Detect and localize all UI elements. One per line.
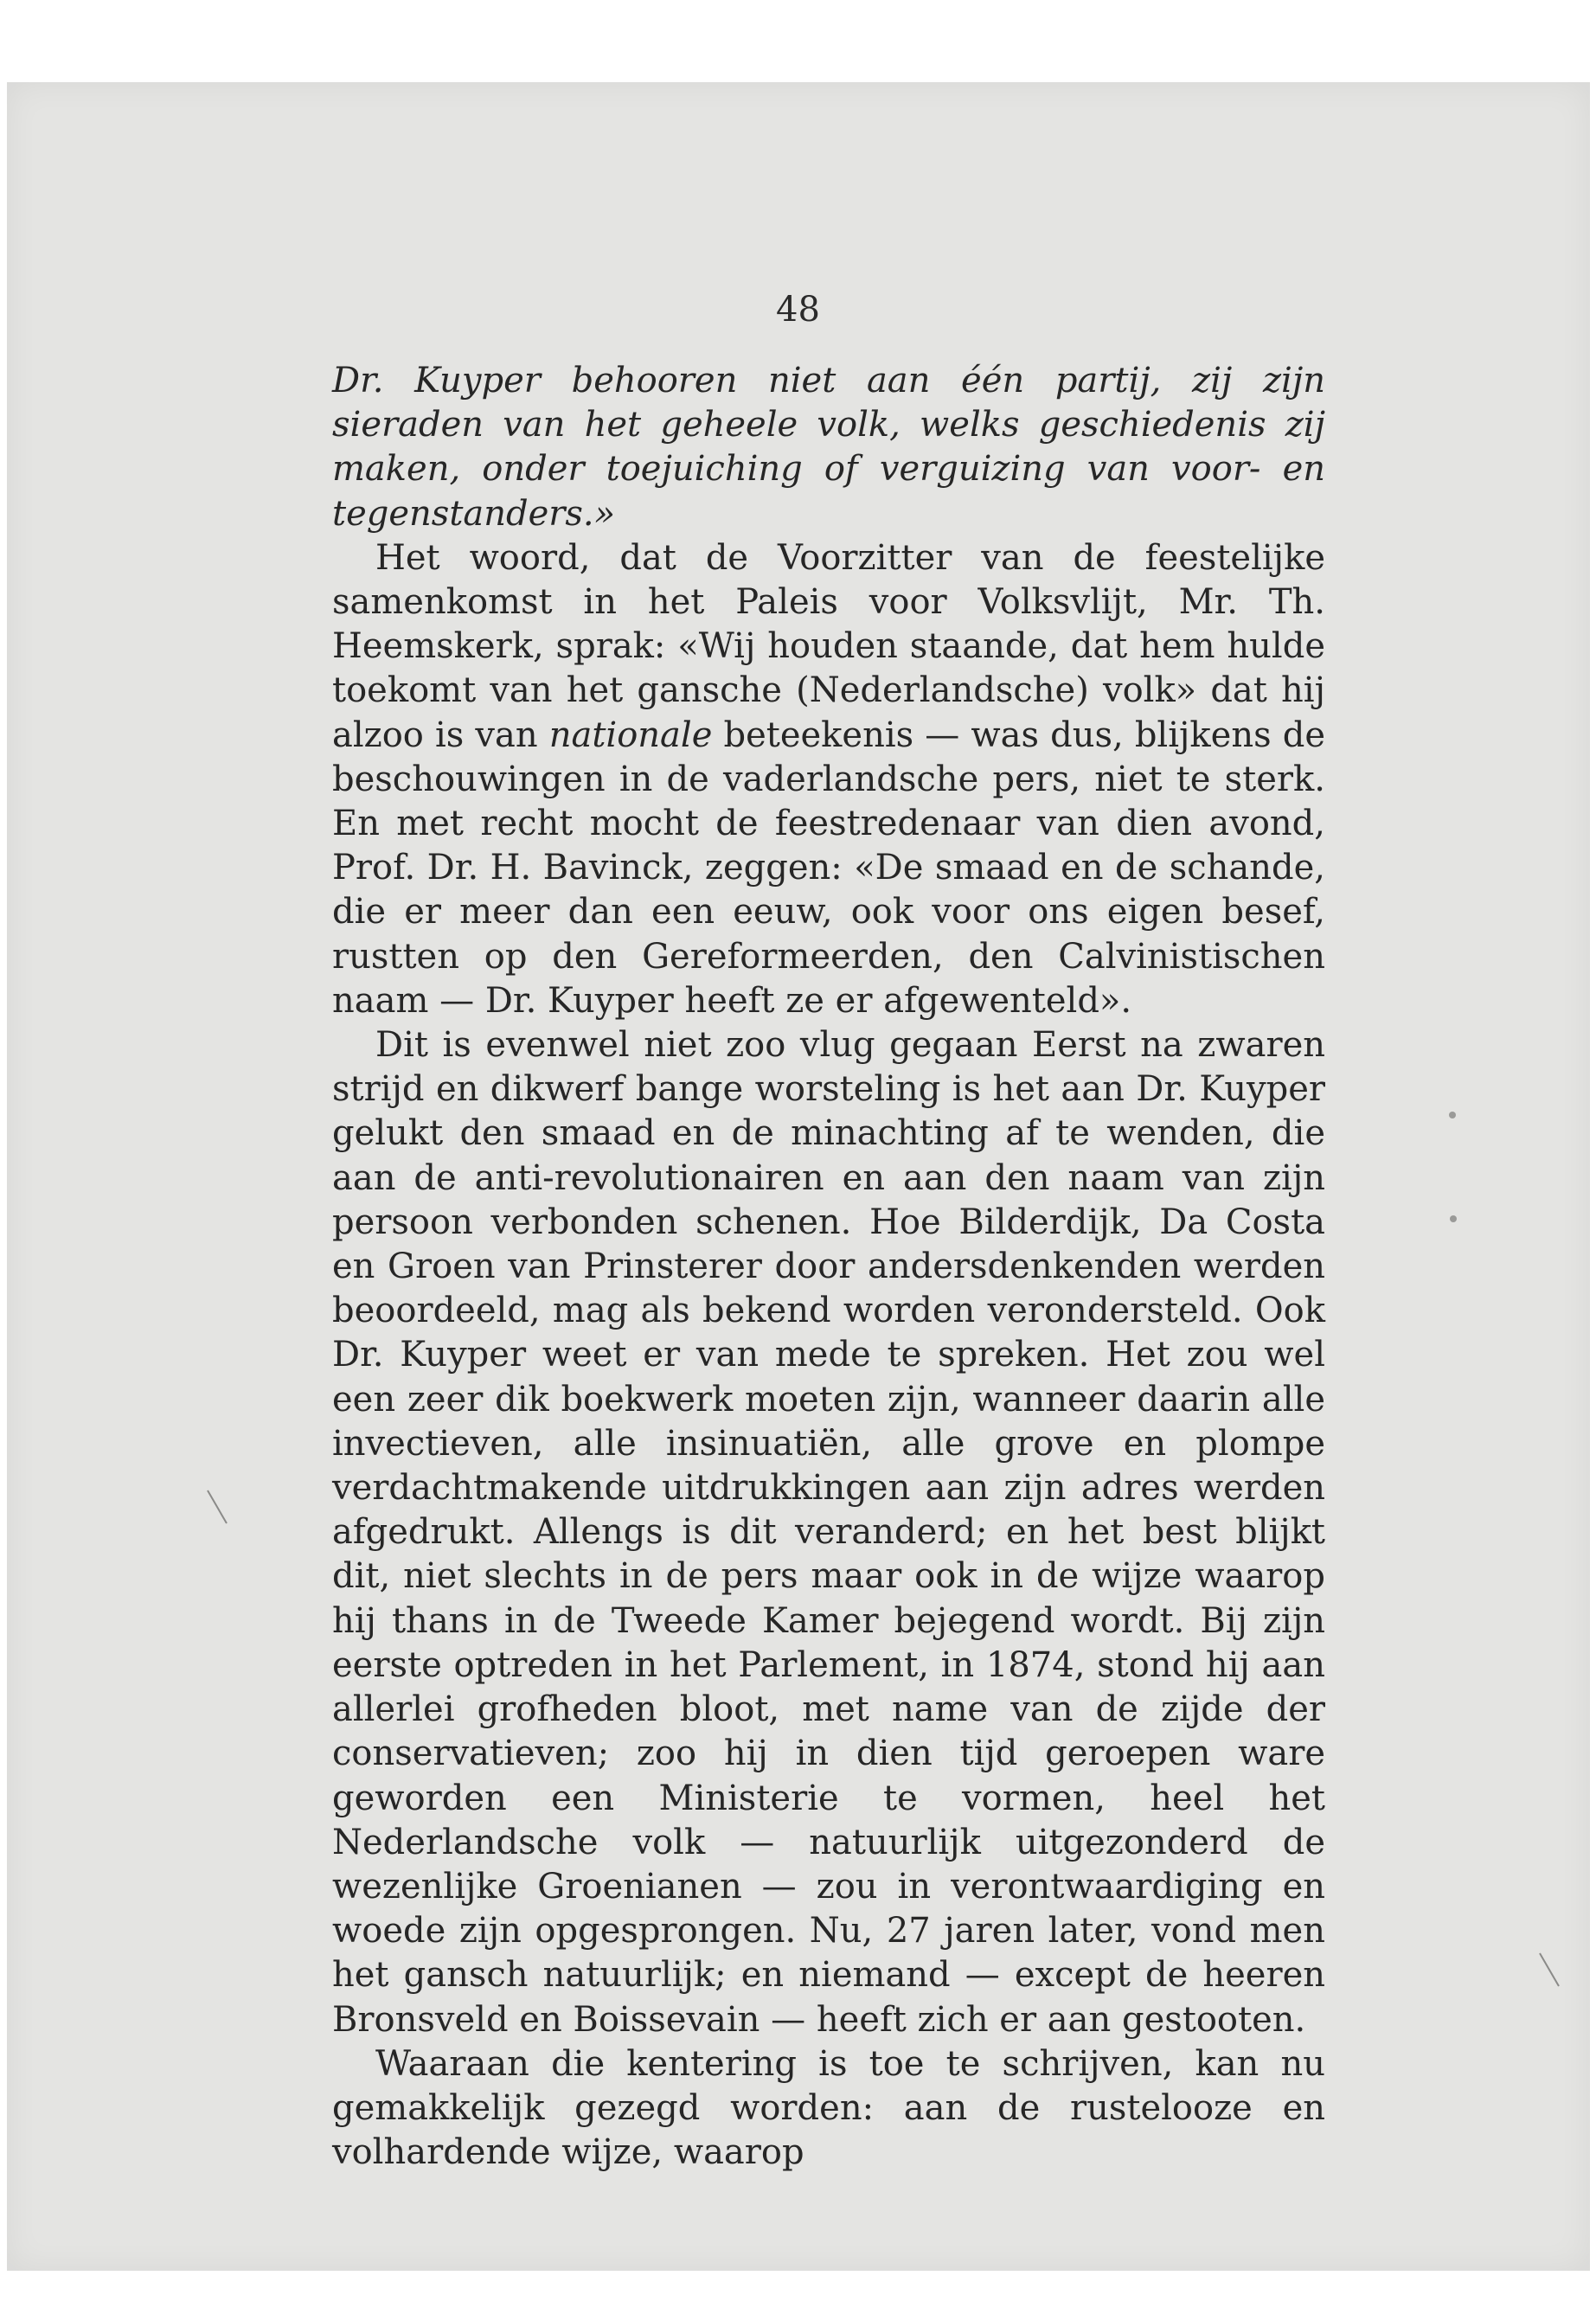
text-segment: beteekenis — was dus, blijkens de beschouwingen in de vaderlandsche pers, niet te sterk. En met recht mocht de feestredenaar van dien avond, Prof. Dr. H. Bavinck, zeggen: «De smaad en de schande, die er meer dan een eeuw, ook voor ons eigen besef, rustten op den Gereformeerden, den Calvinistischen naam — Dr. Kuyper heeft ze er afgewenteld». [332,715,1325,1021]
text-body [332,359,1325,2175]
paper-speck [1449,1112,1456,1118]
paragraph [332,359,1325,536]
text-segment-italic: nationale [548,715,713,755]
text-segment: Het woord, dat de Voorzitter van de feestelijke samenkomst in het Paleis voor Volksvlijt, Mr. Th. Heemskerk, sprak: «Wij houden staande, dat hem hulde toekomt van het gansche (Nederlandsche) volk» dat hij alzoo is van [332,537,1325,755]
paragraph [332,1023,1325,2042]
page-number: 48 [776,290,820,330]
text-segment: Waaraan die kentering is toe te schrijven, kan nu gemakkelijk gezegd worden: aan de rustelooze en volhardende wijze, waarop [332,2043,1325,2173]
paragraph [332,2042,1325,2176]
text-segment-italic: Dr. Kuyper behooren niet aan één partij, zij zijn sieraden van het geheele volk, welks geschiedenis zij maken, onder toejuiching of verguizing van voor- en tegenstanders.» [332,361,1325,534]
text-segment: Dit is evenwel niet zoo vlug gegaan Eerst na zwaren strijd en dikwerf bange worsteling is het aan Dr. Kuyper gelukt den smaad en de minachting af te wenden, die aan de anti-revolutionairen en aan den naam van zijn persoon verbonden schenen. Hoe Bilderdijk, Da Costa en Groen van Prinsterer door andersdenkenden werden beoordeeld, mag als bekend worden verondersteld. Ook Dr. Kuyper weet er van mede te spreken. Het zou wel een zeer dik boekwerk moeten zijn, wanneer daarin alle invectieven, alle insinuatiën, alle grove en plompe verdachtmakende uitdrukkingen aan zijn adres werden afgedrukt. Allengs is dit veranderd; en het best blijkt dit, niet slechts in de pers maar ook in de wijze waarop hij thans in de Tweede Kamer bejegend wordt. Bij zijn eerste optreden in het Parlement, in 1874, stond hij aan allerlei grofheden bloot, met name van de zijde der conservatieven; zoo hij in dien tijd geroepen ware geworden een Ministerie te vormen, heel het Nederlandsche volk — natuurlijk uitgezonderd de wezenlijke Groenianen — zou in verontwaardiging en woede zijn opgesprongen. Nu, 27 jaren later, vond men het gansch natuurlijk; en niemand — except de heeren Bronsveld en Boissevain — heeft zich er aan gestooten. [332,1025,1325,2040]
paper-speck [1450,1215,1457,1222]
paragraph [332,536,1325,1023]
